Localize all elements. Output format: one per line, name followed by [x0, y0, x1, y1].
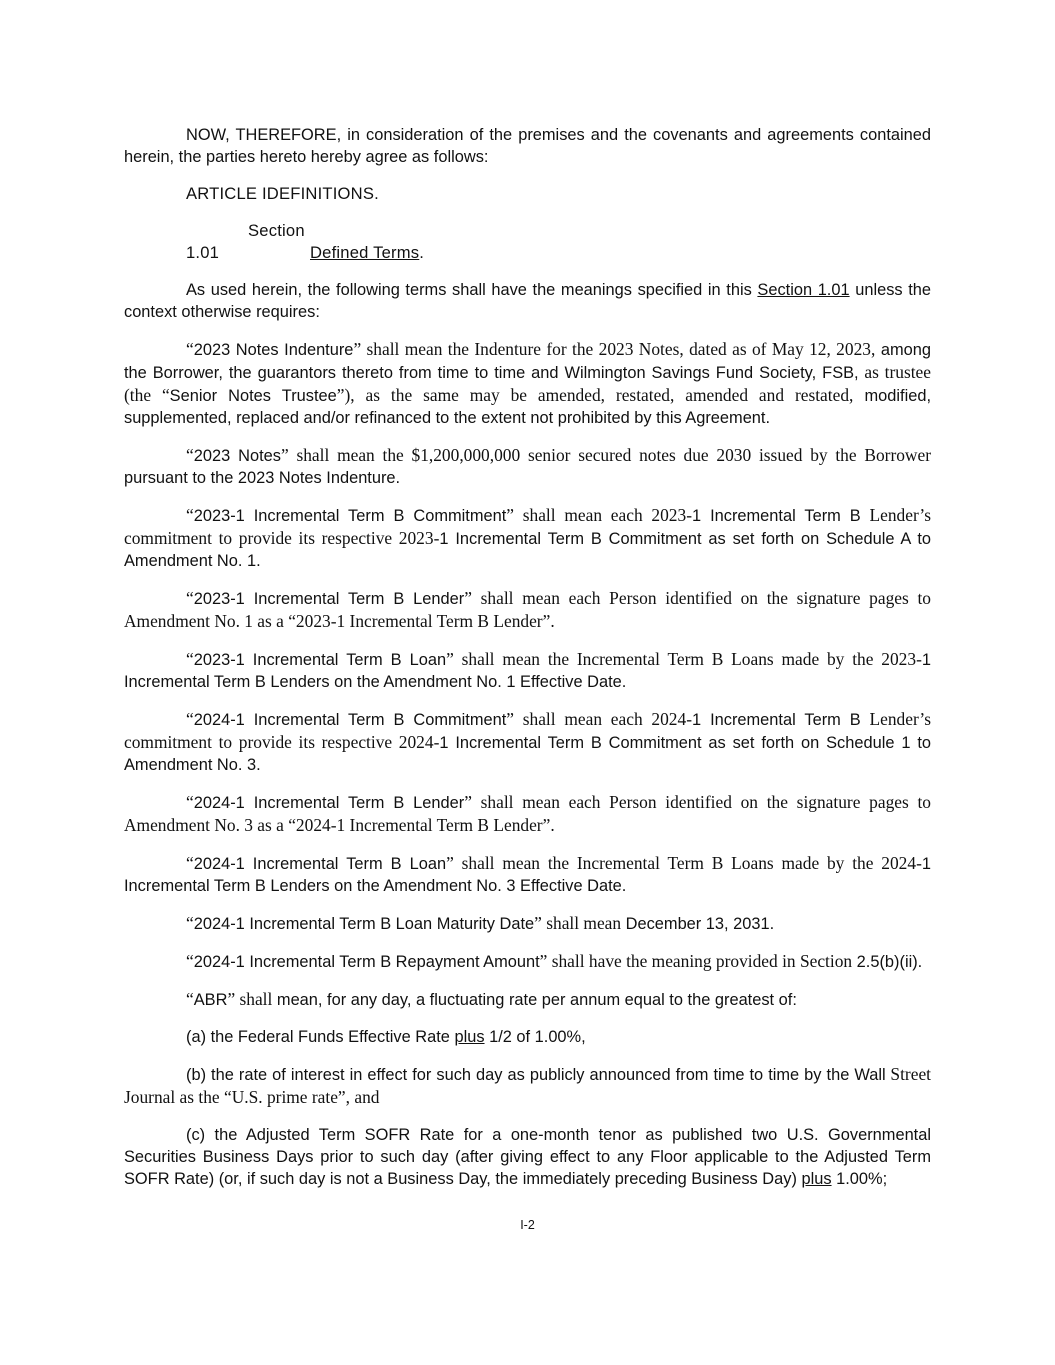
defined-term: ABR: [193, 991, 228, 1009]
paragraph-text: unless the context otherwise requires:: [124, 281, 931, 321]
definition-text: as trustee (the “: [124, 362, 931, 405]
definition-text: ” shall mean the $1,200,000,000 senior secured notes due 2030 issued by the Borrower: [280, 445, 931, 465]
section-number: Section 1.01: [186, 221, 305, 262]
clause-text: Street Journal as the “U.S. prime rate”, and: [124, 1064, 931, 1107]
quote-mark: “: [186, 505, 194, 525]
abr-clause-b: [124, 1063, 931, 1109]
article-heading-text: ARTICLE IDEFINITIONS.: [186, 184, 379, 203]
document-body: [124, 124, 931, 1205]
definition-text: among the Borrower, the guarantors thereto from time to time and Wilmington Savings Fund Society, FSB,: [124, 341, 932, 382]
clause-text: (a) the Federal Funds Effective Rate: [186, 1028, 455, 1046]
defined-term: Senior Notes Trustee: [169, 387, 337, 405]
paragraph-as-used-herein: [124, 279, 931, 323]
clause-text: (b) the rate of interest in effect for such day as publicly announced from time to time by the Wall: [186, 1066, 886, 1084]
definition-text: 1 Incremental Term B Lenders on the Amendment No. 3 Effective Date.: [124, 855, 931, 895]
section-heading: [124, 220, 931, 264]
defined-term: 2023-1 Incremental Term B Commitment: [193, 507, 507, 525]
quote-mark: “: [186, 445, 194, 465]
quote-mark: “: [186, 853, 194, 873]
definition-2024-1-repayment-amount: [124, 950, 931, 973]
definition-text: 1 Incremental Term B: [692, 711, 861, 729]
definition-text: ” shall mean the Indenture for the 2023 Notes, dated as of May 12, 2023,: [353, 339, 876, 359]
quote-mark: “: [186, 709, 194, 729]
definition-text: ” shall mean each 2023-: [506, 505, 692, 525]
definition-text: 1 Incremental Term B Lenders on the Amendment No. 1 Effective Date.: [124, 651, 931, 691]
definition-2024-1-incremental-term-b-loan: [124, 852, 931, 897]
quote-mark: “: [186, 588, 194, 608]
definition-text: ” shall: [227, 989, 273, 1009]
definition-2023-1-incremental-term-b-loan: [124, 648, 931, 693]
definition-text: ” shall have the meaning provided in Section: [539, 951, 853, 971]
defined-term: 2024-1 Incremental Term B Commitment: [193, 711, 507, 729]
definition-2024-1-incremental-term-b-lender: [124, 791, 931, 837]
defined-term: 2024-1 Incremental Term B Lender: [193, 794, 465, 812]
defined-term: 2024-1 Incremental Term B Loan: [193, 855, 447, 873]
defined-term: 2023 Notes Indenture: [193, 341, 354, 359]
definition-2024-1-incremental-term-b-commitment: [124, 708, 931, 776]
definition-text: modified, supplemented, replaced and/or refinanced to the extent not prohibited by this Agreement.: [124, 387, 931, 427]
defined-term: 2024-1 Incremental Term B Loan Maturity Date: [193, 915, 535, 933]
quote-mark: “: [186, 913, 194, 933]
page-number: I-2: [520, 1218, 535, 1232]
definition-text: Lender’s commitment to provide its respective 2024-: [124, 709, 931, 752]
definition-text: ”), as the same may be amended, restated, amended and restated,: [336, 385, 854, 405]
defined-term: 2024-1 Incremental Term B Repayment Amount: [193, 953, 540, 971]
quote-mark: “: [186, 951, 194, 971]
definition-text: ” shall mean the Incremental Term B Loans made by the 2024-: [446, 853, 922, 873]
quote-mark: “: [186, 792, 194, 812]
section-reference-link: Section 1.01: [757, 281, 850, 299]
quote-mark: “: [186, 339, 194, 359]
definition-text: 1 Incremental Term B Commitment as set forth on Schedule A to Amendment No. 1.: [124, 530, 931, 570]
definition-text: ” shall mean each Person identified on the signature pages to Amendment No. 1 as a “2023-1 Incremental Term B Lender”.: [124, 588, 931, 631]
paragraph-text: As used herein, the following terms shall have the meanings specified in this: [186, 281, 758, 299]
definition-text: ” shall mean the Incremental Term B Loans made by the 2023-: [446, 649, 922, 669]
plus-term: plus: [801, 1170, 832, 1188]
definition-text: 1 Incremental Term B: [692, 507, 861, 525]
definition-text: ” shall mean: [534, 913, 622, 933]
plus-term: plus: [454, 1028, 485, 1046]
defined-term: 2023-1 Incremental Term B Loan: [193, 651, 447, 669]
definition-2023-1-incremental-term-b-commitment: [124, 504, 931, 572]
paragraph-now-therefore: [124, 124, 931, 168]
section-reference: 2.5(b)(ii).: [852, 953, 923, 971]
definition-text: 1 Incremental Term B Commitment as set forth on Schedule 1 to Amendment No. 3.: [124, 734, 931, 774]
abr-clause-a: [124, 1026, 931, 1048]
article-heading: [124, 183, 931, 205]
clause-text: (c) the Adjusted Term SOFR Rate for a one-month tenor as published two U.S. Governmental Securities Business Days prior to such day (after giving effect to any Floor applicable to the Adjusted Term SOFR Rate) (or, if such day is not a Business Day, the immediately preceding Business Day): [124, 1126, 931, 1188]
defined-term: 2023 Notes: [193, 447, 281, 465]
section-title: Defined Terms: [310, 243, 420, 262]
definition-text: ” shall mean each Person identified on the signature pages to Amendment No. 3 as a “2024-1 Incremental Term B Lender”.: [124, 792, 931, 835]
definition-text: mean, for any day, a fluctuating rate per annum equal to the greatest of:: [272, 991, 797, 1009]
definition-text: December 13, 2031.: [621, 915, 775, 933]
definition-2024-1-loan-maturity-date: [124, 912, 931, 935]
definition-2023-1-incremental-term-b-lender: [124, 587, 931, 633]
defined-term: 2023-1 Incremental Term B Lender: [193, 590, 465, 608]
paragraph-text: NOW, THEREFORE, in consideration of the premises and the covenants and agreements contained herein, the parties hereto hereby agree as follows:: [124, 126, 931, 166]
section-title-period: .: [419, 243, 425, 262]
quote-mark: “: [186, 989, 194, 1009]
definition-text: pursuant to the 2023 Notes Indenture.: [124, 469, 401, 487]
definition-abr: [124, 988, 931, 1011]
abr-clause-c: [124, 1124, 931, 1190]
quote-mark: “: [186, 649, 194, 669]
definition-text: ” shall mean each 2024-: [506, 709, 692, 729]
clause-text: 1/2 of 1.00%,: [484, 1028, 586, 1046]
definition-2023-notes: [124, 444, 931, 489]
clause-text: 1.00%;: [831, 1170, 888, 1188]
definition-text: Lender’s commitment to provide its respective 2023-: [124, 505, 931, 548]
definition-2023-notes-indenture: [124, 338, 931, 429]
